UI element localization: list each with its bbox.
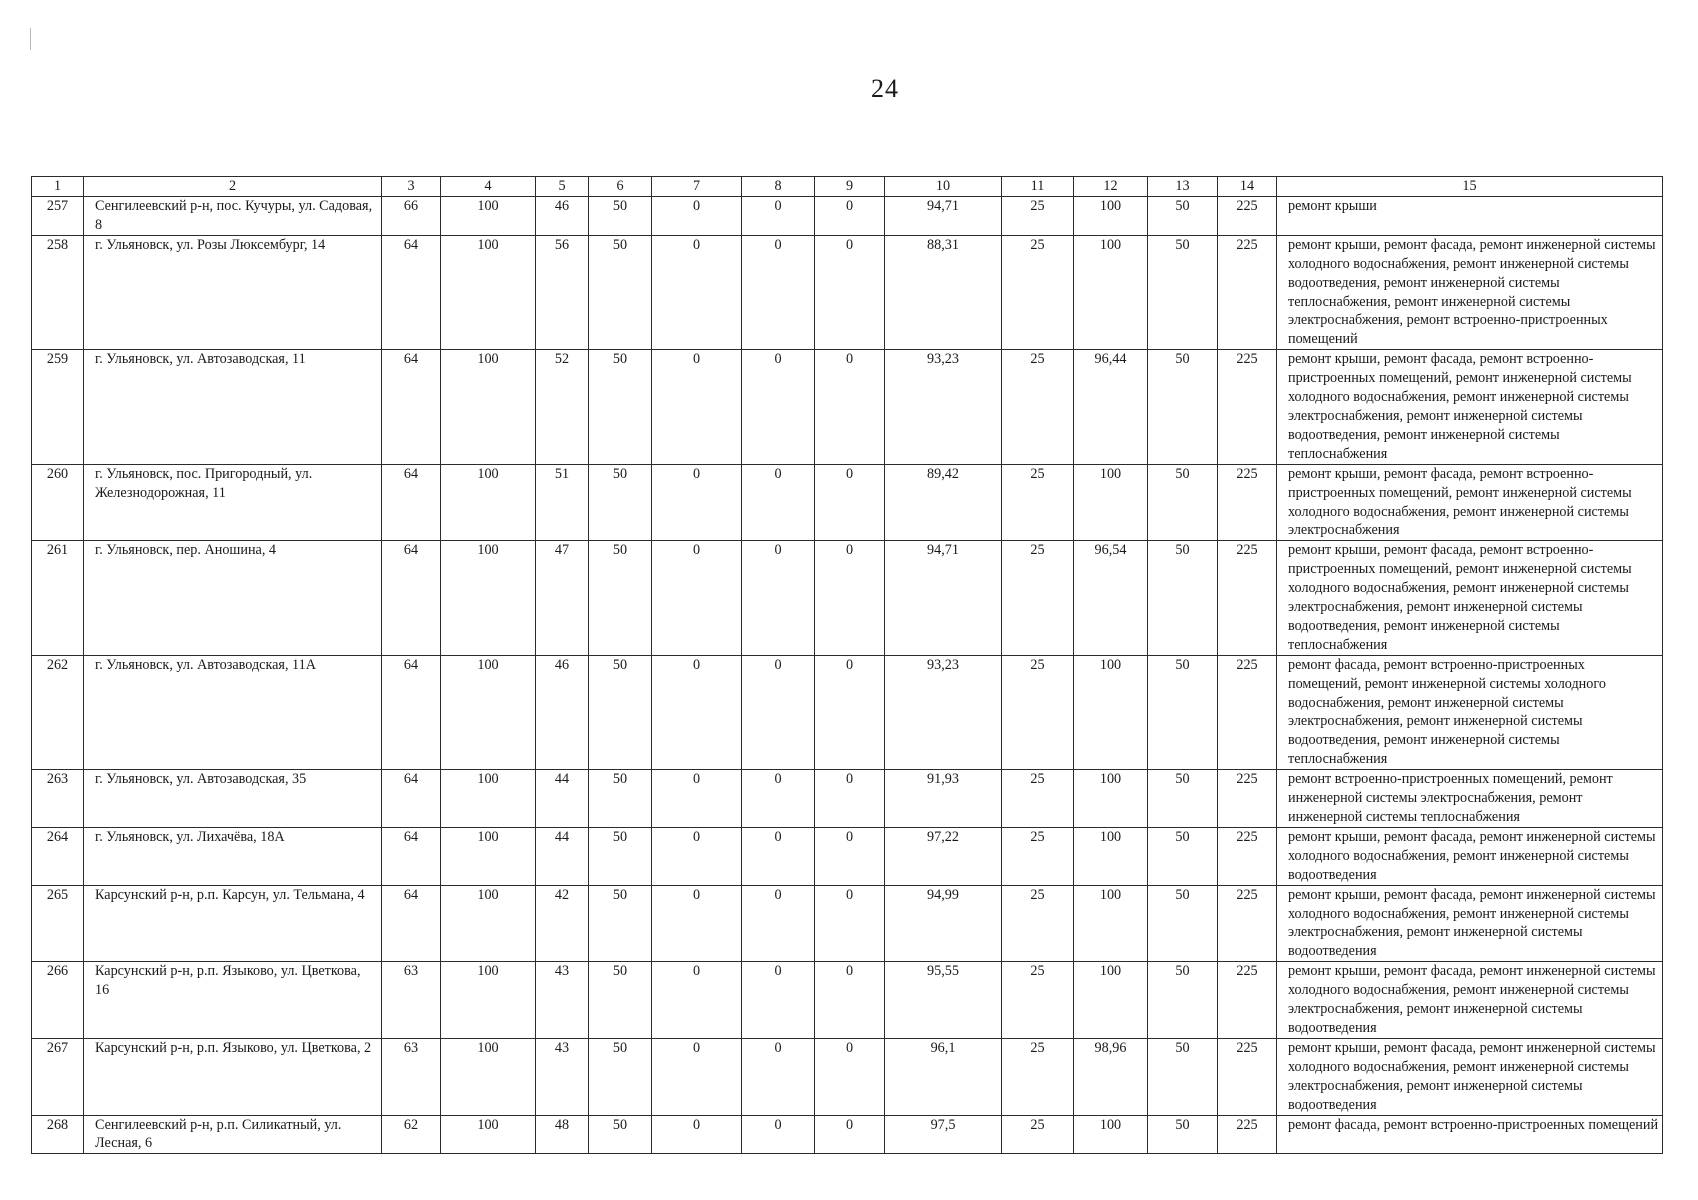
- col-13-value: 50: [1148, 235, 1218, 349]
- address: Карсунский р-н, р.п. Языково, ул. Цветкова, 2: [84, 1038, 382, 1115]
- col-6-value: 50: [589, 655, 652, 769]
- col-3-value: 64: [382, 885, 441, 962]
- col-12-value: 100: [1074, 827, 1148, 885]
- col-14-value: 225: [1218, 827, 1277, 885]
- table-row: [32, 350, 1663, 464]
- col-10-value: 95,55: [885, 962, 1002, 1039]
- row-number: 264: [32, 827, 84, 885]
- col-12-value: 100: [1074, 197, 1148, 236]
- col-14-value: 225: [1218, 770, 1277, 828]
- col-6-value: 50: [589, 197, 652, 236]
- table-row: [32, 541, 1663, 655]
- col-9-value: 0: [815, 350, 885, 464]
- address: г. Ульяновск, ул. Лихачёва, 18А: [84, 827, 382, 885]
- col-8-value: 0: [742, 1115, 815, 1154]
- col-14-value: 225: [1218, 962, 1277, 1039]
- col-10-value: 93,23: [885, 350, 1002, 464]
- row-number: 259: [32, 350, 84, 464]
- col-9-value: 0: [815, 1115, 885, 1154]
- col-10-value: 97,5: [885, 1115, 1002, 1154]
- works-list: ремонт крыши, ремонт фасада, ремонт встроенно-пристроенных помещений, ремонт инженерной системы холодного водоснабжения, ремонт инженерной системы электроснабжения, ремонт инженерной системы водоотведения, ремонт инженерной системы теплоснабжения: [1277, 541, 1663, 655]
- col-14-value: 225: [1218, 464, 1277, 541]
- col-4-value: 100: [441, 655, 536, 769]
- col-5-value: 48: [536, 1115, 589, 1154]
- column-header-12: 12: [1074, 177, 1148, 197]
- col-4-value: 100: [441, 885, 536, 962]
- col-9-value: 0: [815, 541, 885, 655]
- address: г. Ульяновск, пер. Аношина, 4: [84, 541, 382, 655]
- col-8-value: 0: [742, 350, 815, 464]
- col-3-value: 64: [382, 235, 441, 349]
- col-4-value: 100: [441, 464, 536, 541]
- col-7-value: 0: [652, 197, 742, 236]
- repair-program-table: [31, 176, 1663, 1154]
- col-7-value: 0: [652, 885, 742, 962]
- col-10-value: 94,71: [885, 541, 1002, 655]
- col-6-value: 50: [589, 827, 652, 885]
- col-9-value: 0: [815, 1038, 885, 1115]
- col-6-value: 50: [589, 350, 652, 464]
- col-9-value: 0: [815, 655, 885, 769]
- col-9-value: 0: [815, 827, 885, 885]
- col-11-value: 25: [1002, 197, 1074, 236]
- col-14-value: 225: [1218, 1038, 1277, 1115]
- column-header-13: 13: [1148, 177, 1218, 197]
- col-3-value: 63: [382, 1038, 441, 1115]
- row-number: 258: [32, 235, 84, 349]
- col-10-value: 97,22: [885, 827, 1002, 885]
- col-4-value: 100: [441, 1038, 536, 1115]
- col-7-value: 0: [652, 1038, 742, 1115]
- col-12-value: 100: [1074, 235, 1148, 349]
- page-number: 24: [871, 74, 899, 103]
- table-row: [32, 1038, 1663, 1115]
- col-8-value: 0: [742, 962, 815, 1039]
- works-list: ремонт крыши: [1277, 197, 1663, 236]
- col-11-value: 25: [1002, 350, 1074, 464]
- table-row: [32, 962, 1663, 1039]
- column-number-row: [32, 177, 1663, 197]
- col-6-value: 50: [589, 464, 652, 541]
- col-13-value: 50: [1148, 197, 1218, 236]
- col-12-value: 100: [1074, 770, 1148, 828]
- col-3-value: 66: [382, 197, 441, 236]
- works-list: ремонт крыши, ремонт фасада, ремонт инженерной системы холодного водоснабжения, ремонт инженерной системы электроснабжения, ремонт инженерной системы водоотведения: [1277, 962, 1663, 1039]
- col-11-value: 25: [1002, 1115, 1074, 1154]
- column-header-15: 15: [1277, 177, 1663, 197]
- col-13-value: 50: [1148, 885, 1218, 962]
- address: г. Ульяновск, пос. Пригородный, ул. Железнодорожная, 11: [84, 464, 382, 541]
- col-3-value: 64: [382, 541, 441, 655]
- col-7-value: 0: [652, 350, 742, 464]
- col-11-value: 25: [1002, 1038, 1074, 1115]
- col-4-value: 100: [441, 827, 536, 885]
- col-6-value: 50: [589, 1038, 652, 1115]
- col-6-value: 50: [589, 770, 652, 828]
- col-9-value: 0: [815, 885, 885, 962]
- col-8-value: 0: [742, 1038, 815, 1115]
- col-12-value: 100: [1074, 885, 1148, 962]
- col-13-value: 50: [1148, 962, 1218, 1039]
- col-13-value: 50: [1148, 770, 1218, 828]
- col-3-value: 64: [382, 464, 441, 541]
- col-3-value: 63: [382, 962, 441, 1039]
- address: г. Ульяновск, ул. Розы Люксембург, 14: [84, 235, 382, 349]
- col-10-value: 88,31: [885, 235, 1002, 349]
- col-13-value: 50: [1148, 541, 1218, 655]
- column-header-3: 3: [382, 177, 441, 197]
- table-row: [32, 885, 1663, 962]
- col-5-value: 43: [536, 962, 589, 1039]
- row-number: 267: [32, 1038, 84, 1115]
- col-14-value: 225: [1218, 885, 1277, 962]
- col-6-value: 50: [589, 962, 652, 1039]
- col-7-value: 0: [652, 464, 742, 541]
- col-5-value: 44: [536, 827, 589, 885]
- works-list: ремонт фасада, ремонт встроенно-пристроенных помещений: [1277, 1115, 1663, 1154]
- col-13-value: 50: [1148, 827, 1218, 885]
- col-5-value: 43: [536, 1038, 589, 1115]
- col-6-value: 50: [589, 541, 652, 655]
- table-row: [32, 464, 1663, 541]
- table-row: [32, 655, 1663, 769]
- col-9-value: 0: [815, 464, 885, 541]
- works-list: ремонт крыши, ремонт фасада, ремонт инженерной системы холодного водоснабжения, ремонт инженерной системы электроснабжения, ремонт инженерной системы водоотведения: [1277, 1038, 1663, 1115]
- works-list: ремонт крыши, ремонт фасада, ремонт инженерной системы холодного водоснабжения, ремонт инженерной системы водоотведения: [1277, 827, 1663, 885]
- col-4-value: 100: [441, 235, 536, 349]
- col-12-value: 100: [1074, 464, 1148, 541]
- col-11-value: 25: [1002, 885, 1074, 962]
- col-4-value: 100: [441, 350, 536, 464]
- col-12-value: 100: [1074, 655, 1148, 769]
- table-row: [32, 1115, 1663, 1154]
- row-number: 263: [32, 770, 84, 828]
- table-body: [32, 197, 1663, 1154]
- col-14-value: 225: [1218, 350, 1277, 464]
- address: Сенгилеевский р-н, пос. Кучуры, ул. Садовая, 8: [84, 197, 382, 236]
- column-header-9: 9: [815, 177, 885, 197]
- col-3-value: 64: [382, 655, 441, 769]
- col-4-value: 100: [441, 1115, 536, 1154]
- works-list: ремонт фасада, ремонт встроенно-пристроенных помещений, ремонт инженерной системы холодного водоснабжения, ремонт инженерной системы электроснабжения, ремонт инженерной системы водоотведения, ремонт инженерной системы теплоснабжения: [1277, 655, 1663, 769]
- col-10-value: 96,1: [885, 1038, 1002, 1115]
- col-7-value: 0: [652, 962, 742, 1039]
- col-12-value: 96,44: [1074, 350, 1148, 464]
- col-10-value: 89,42: [885, 464, 1002, 541]
- col-3-value: 64: [382, 350, 441, 464]
- table-row: [32, 235, 1663, 349]
- col-3-value: 62: [382, 1115, 441, 1154]
- column-header-8: 8: [742, 177, 815, 197]
- table-row: [32, 770, 1663, 828]
- row-number: 257: [32, 197, 84, 236]
- row-number: 262: [32, 655, 84, 769]
- column-header-2: 2: [84, 177, 382, 197]
- col-13-value: 50: [1148, 350, 1218, 464]
- col-8-value: 0: [742, 235, 815, 349]
- col-12-value: 100: [1074, 1115, 1148, 1154]
- col-9-value: 0: [815, 235, 885, 349]
- col-11-value: 25: [1002, 655, 1074, 769]
- col-4-value: 100: [441, 962, 536, 1039]
- col-10-value: 91,93: [885, 770, 1002, 828]
- address: Карсунский р-н, р.п. Языково, ул. Цветкова, 16: [84, 962, 382, 1039]
- col-13-value: 50: [1148, 655, 1218, 769]
- col-12-value: 98,96: [1074, 1038, 1148, 1115]
- column-header-11: 11: [1002, 177, 1074, 197]
- col-14-value: 225: [1218, 655, 1277, 769]
- col-14-value: 225: [1218, 541, 1277, 655]
- col-5-value: 46: [536, 655, 589, 769]
- col-11-value: 25: [1002, 464, 1074, 541]
- column-header-14: 14: [1218, 177, 1277, 197]
- col-14-value: 225: [1218, 1115, 1277, 1154]
- works-list: ремонт крыши, ремонт фасада, ремонт встроенно-пристроенных помещений, ремонт инженерной системы холодного водоснабжения, ремонт инженерной системы электроснабжения, ремонт инженерной системы водоотведения, ремонт инженерной системы теплоснабжения: [1277, 350, 1663, 464]
- col-5-value: 52: [536, 350, 589, 464]
- col-5-value: 42: [536, 885, 589, 962]
- column-header-7: 7: [652, 177, 742, 197]
- col-5-value: 51: [536, 464, 589, 541]
- address: г. Ульяновск, ул. Автозаводская, 11А: [84, 655, 382, 769]
- col-7-value: 0: [652, 655, 742, 769]
- col-13-value: 50: [1148, 1038, 1218, 1115]
- col-8-value: 0: [742, 827, 815, 885]
- col-12-value: 96,54: [1074, 541, 1148, 655]
- works-list: ремонт крыши, ремонт фасада, ремонт встроенно-пристроенных помещений, ремонт инженерной системы холодного водоснабжения, ремонт инженерной системы электроснабжения: [1277, 464, 1663, 541]
- col-5-value: 44: [536, 770, 589, 828]
- col-3-value: 64: [382, 827, 441, 885]
- works-list: ремонт крыши, ремонт фасада, ремонт инженерной системы холодного водоснабжения, ремонт инженерной системы электроснабжения, ремонт инженерной системы водоотведения: [1277, 885, 1663, 962]
- col-11-value: 25: [1002, 541, 1074, 655]
- col-6-value: 50: [589, 885, 652, 962]
- scan-edge-mark: [30, 28, 31, 50]
- works-list: ремонт встроенно-пристроенных помещений, ремонт инженерной системы электроснабжения, ремонт инженерной системы теплоснабжения: [1277, 770, 1663, 828]
- col-5-value: 46: [536, 197, 589, 236]
- col-7-value: 0: [652, 827, 742, 885]
- col-12-value: 100: [1074, 962, 1148, 1039]
- col-14-value: 225: [1218, 197, 1277, 236]
- col-4-value: 100: [441, 770, 536, 828]
- column-header-6: 6: [589, 177, 652, 197]
- col-8-value: 0: [742, 885, 815, 962]
- address: Сенгилеевский р-н, р.п. Силикатный, ул. Лесная, 6: [84, 1115, 382, 1154]
- address: Карсунский р-н, р.п. Карсун, ул. Тельмана, 4: [84, 885, 382, 962]
- col-7-value: 0: [652, 770, 742, 828]
- column-header-5: 5: [536, 177, 589, 197]
- table-row: [32, 827, 1663, 885]
- col-10-value: 94,71: [885, 197, 1002, 236]
- col-9-value: 0: [815, 197, 885, 236]
- address: г. Ульяновск, ул. Автозаводская, 35: [84, 770, 382, 828]
- col-13-value: 50: [1148, 464, 1218, 541]
- col-13-value: 50: [1148, 1115, 1218, 1154]
- col-7-value: 0: [652, 235, 742, 349]
- col-10-value: 93,23: [885, 655, 1002, 769]
- col-8-value: 0: [742, 770, 815, 828]
- row-number: 261: [32, 541, 84, 655]
- col-3-value: 64: [382, 770, 441, 828]
- col-4-value: 100: [441, 197, 536, 236]
- col-5-value: 47: [536, 541, 589, 655]
- col-10-value: 94,99: [885, 885, 1002, 962]
- col-14-value: 225: [1218, 235, 1277, 349]
- col-8-value: 0: [742, 541, 815, 655]
- col-11-value: 25: [1002, 770, 1074, 828]
- col-8-value: 0: [742, 197, 815, 236]
- col-7-value: 0: [652, 1115, 742, 1154]
- col-11-value: 25: [1002, 962, 1074, 1039]
- row-number: 265: [32, 885, 84, 962]
- col-11-value: 25: [1002, 235, 1074, 349]
- col-8-value: 0: [742, 655, 815, 769]
- col-8-value: 0: [742, 464, 815, 541]
- col-5-value: 56: [536, 235, 589, 349]
- column-header-10: 10: [885, 177, 1002, 197]
- column-header-4: 4: [441, 177, 536, 197]
- row-number: 268: [32, 1115, 84, 1154]
- col-6-value: 50: [589, 235, 652, 349]
- table-row: [32, 197, 1663, 236]
- col-9-value: 0: [815, 962, 885, 1039]
- col-11-value: 25: [1002, 827, 1074, 885]
- col-6-value: 50: [589, 1115, 652, 1154]
- column-header-1: 1: [32, 177, 84, 197]
- row-number: 260: [32, 464, 84, 541]
- works-list: ремонт крыши, ремонт фасада, ремонт инженерной системы холодного водоснабжения, ремонт инженерной системы водоотведения, ремонт инженерной системы теплоснабжения, ремонт инженерной системы электроснабжения, ремонт встроенно-пристроенных помещений: [1277, 235, 1663, 349]
- row-number: 266: [32, 962, 84, 1039]
- col-4-value: 100: [441, 541, 536, 655]
- address: г. Ульяновск, ул. Автозаводская, 11: [84, 350, 382, 464]
- col-7-value: 0: [652, 541, 742, 655]
- col-9-value: 0: [815, 770, 885, 828]
